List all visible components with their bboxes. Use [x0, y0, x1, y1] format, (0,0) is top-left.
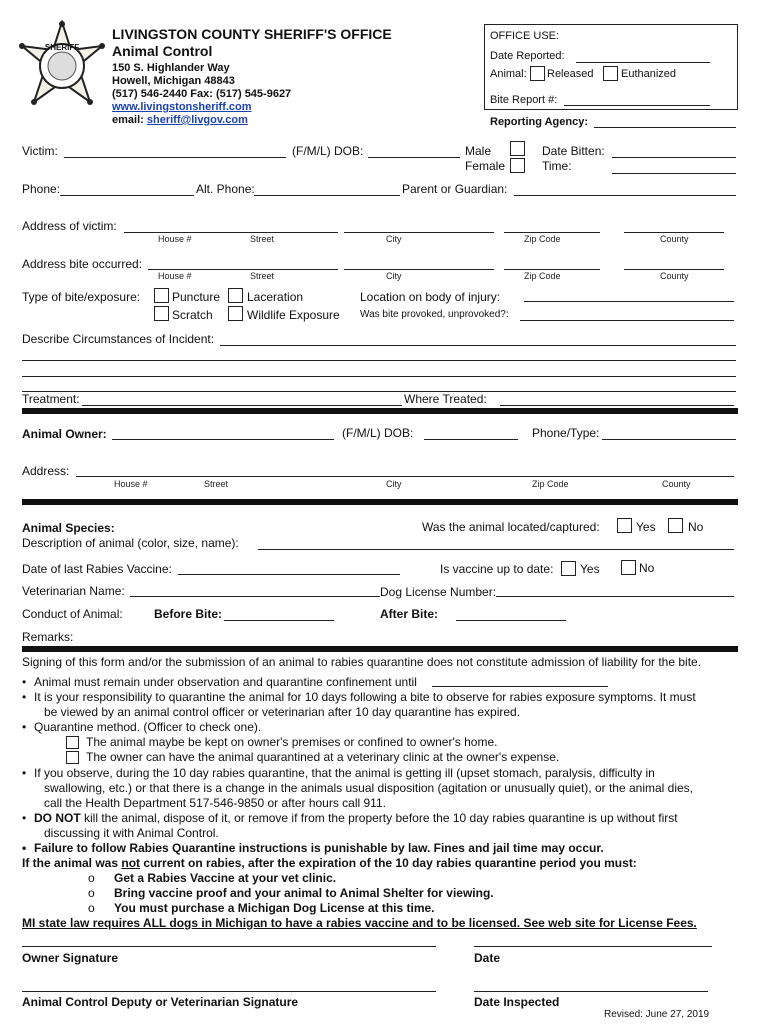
bite-street-field[interactable] — [148, 269, 338, 270]
owner-signature-label: Owner Signature — [22, 951, 119, 965]
vaccine-yes-checkbox[interactable] — [561, 561, 576, 576]
address-line-1: 150 S. Highlander Way — [112, 62, 230, 74]
description-field[interactable] — [258, 549, 734, 550]
owner-address-field[interactable] — [76, 476, 734, 477]
office-subtitle: Animal Control — [112, 43, 213, 59]
female-checkbox[interactable] — [510, 158, 525, 173]
victim-name-field[interactable] — [64, 157, 286, 158]
animal-owner-label: Animal Owner: — [22, 427, 107, 441]
bullet-do-not: • DO NOT kill the animal, dispose of it, or remove if from the property before the 10 day rabies quarantine is up without first — [22, 811, 678, 825]
euthanized-checkbox[interactable] — [603, 66, 618, 81]
located-no-checkbox[interactable] — [668, 518, 683, 533]
animal-species-label: Animal Species: — [22, 521, 115, 535]
male-checkbox[interactable] — [510, 141, 525, 156]
alt-phone-label: Alt. Phone: — [196, 182, 255, 196]
treatment-field[interactable] — [82, 405, 402, 406]
street-sublabel: Street — [250, 234, 275, 244]
owner-fml-dob-label: (F/M/L) DOB: — [342, 426, 414, 440]
phone-label: Phone: — [22, 182, 61, 196]
wildlife-label: Wildlife Exposure — [247, 308, 340, 322]
bite-zip-field[interactable] — [504, 269, 600, 270]
located-yes-label: Yes — [636, 520, 656, 534]
email-link[interactable]: sheriff@livgov.com — [146, 114, 248, 126]
bullet-responsibility: • It is your responsibility to quarantine the animal for 10 days following a bite to observe for rabies exposure symptoms. It must — [22, 690, 696, 704]
describe-line-4[interactable] — [22, 391, 736, 392]
victim-label: Victim: — [22, 144, 58, 158]
section-divider — [22, 646, 738, 652]
deputy-signature-field[interactable] — [22, 991, 436, 992]
zip-sublabel: Zip Code — [524, 271, 561, 281]
laceration-checkbox[interactable] — [228, 288, 243, 303]
zip-sublabel: Zip Code — [532, 479, 569, 489]
date-bitten-label: Date Bitten: — [542, 144, 605, 158]
victim-dob-field[interactable] — [368, 157, 460, 158]
date-reported-label: Date Reported: — [490, 50, 565, 62]
parent-guardian-field[interactable] — [514, 195, 736, 196]
bullet-quarantine-until: • Animal must remain under observation and quarantine confinement until — [22, 675, 417, 689]
where-treated-label: Where Treated: — [404, 392, 487, 406]
owner-name-field[interactable] — [112, 439, 334, 440]
last-vaccine-label: Date of last Rabies Vaccine: — [22, 562, 172, 576]
female-label: Female — [465, 159, 506, 173]
county-sublabel: County — [660, 271, 689, 281]
zip-sublabel: Zip Code — [524, 234, 561, 244]
bite-city-field[interactable] — [344, 269, 494, 270]
bite-type-label: Type of bite/exposure: — [22, 290, 141, 304]
vaccine-up-label: Is vaccine up to date: — [440, 562, 554, 576]
released-label: Released — [547, 68, 594, 80]
city-sublabel: City — [386, 234, 402, 244]
owner-signature-field[interactable] — [22, 946, 436, 947]
where-treated-field[interactable] — [500, 405, 734, 406]
describe-line-1[interactable] — [220, 345, 736, 346]
address-bite-label: Address bite occurred: — [22, 257, 143, 271]
vaccine-yes-label: Yes — [580, 562, 600, 576]
owner-dob-field[interactable] — [424, 439, 518, 440]
victim-county-field[interactable] — [624, 232, 724, 233]
bullet-illness-cont-1: swallowing, etc.) or that there is a change in the animals usual disposition (agitation or unusually quiet), or the animal dies, — [44, 781, 694, 795]
bullet-responsibility-cont: be viewed by an animal control officer or veterinarian after 10 day quarantine has expired. — [44, 705, 521, 719]
dog-license-field[interactable] — [496, 596, 734, 597]
quarantine-until-field[interactable] — [432, 686, 608, 687]
treatment-label: Treatment: — [22, 392, 80, 406]
phone-fax: (517) 546-2440 Fax: (517) 545-9627 — [112, 88, 292, 100]
bullet-quarantine-method: • Quarantine method. (Officer to check one). — [22, 720, 262, 734]
located-label: Was the animal located/captured: — [422, 520, 600, 534]
before-bite-label: Before Bite: — [154, 607, 223, 621]
victim-phone-field[interactable] — [60, 195, 194, 196]
dog-license-label: Dog License Number: — [380, 585, 497, 599]
victim-fml-dob-label: (F/M/L) DOB: — [292, 144, 364, 158]
email-row — [112, 114, 248, 126]
email-label: email: — [112, 114, 144, 126]
owner-address-label: Address: — [22, 464, 70, 478]
injury-location-field[interactable] — [524, 301, 734, 302]
liability-notice: Signing of this form and/or the submission of an animal to rabies quarantine does not constitute admission of liability for the bite. — [22, 655, 702, 669]
address-line-2: Howell, Michigan 48843 — [112, 75, 235, 87]
not-current-notice: If the animal was not current on rabies, after the expiration of the 10 day rabies quarantine period you must: — [22, 856, 637, 870]
describe-line-2[interactable] — [22, 360, 736, 361]
address-victim-label: Address of victim: — [22, 219, 117, 233]
bite-county-field[interactable] — [624, 269, 724, 270]
office-title: LIVINGSTON COUNTY SHERIFF'S OFFICE — [112, 26, 392, 42]
bullet-punishable: • Failure to follow Rabies Quarantine instructions is punishable by law. Fines and jail time may occur. — [22, 841, 604, 855]
time-label: Time: — [542, 159, 572, 173]
house-sublabel: House # — [158, 271, 192, 281]
option-vaccine: o Get a Rabies Vaccine at your vet clinic. — [88, 871, 337, 885]
bullet-illness: • If you observe, during the 10 day rabies quarantine, that the animal is getting ill (upset stomach, paralysis, difficulty in — [22, 766, 655, 780]
reporting-agency-label: Reporting Agency: — [490, 116, 588, 128]
describe-label: Describe Circumstances of Incident: — [22, 332, 215, 346]
office-use-title: OFFICE USE: — [490, 30, 560, 42]
revised-date: Revised: June 27, 2019 — [604, 1009, 710, 1020]
owner-date-field[interactable] — [474, 946, 712, 947]
bullet-illness-cont-2: call the Health Department 517-546-9850 or after hours call 911. — [44, 796, 386, 810]
county-sublabel: County — [662, 479, 691, 489]
quarantine-home-label: The animal maybe be kept on owner's premises or confined to owner's home. — [86, 735, 498, 749]
owner-phone-label: Phone/Type: — [532, 426, 600, 440]
description-label: Description of animal (color, size, name): — [22, 536, 239, 550]
quarantine-vet-checkbox[interactable] — [66, 751, 79, 764]
victim-zip-field[interactable] — [504, 232, 600, 233]
website-link[interactable]: www.livingstonsheriff.com — [112, 101, 252, 113]
date-inspected-field[interactable] — [474, 991, 708, 992]
svg-text:SHERIFF: SHERIFF — [44, 43, 80, 52]
injury-location-label: Location on body of injury: — [360, 290, 501, 304]
date-reported-field[interactable] — [576, 62, 710, 63]
after-bite-label: After Bite: — [380, 607, 439, 621]
provoked-label: Was bite provoked, unprovoked?: — [360, 309, 509, 320]
sheriff-badge-logo — [18, 20, 106, 108]
wildlife-checkbox[interactable] — [228, 306, 243, 321]
street-sublabel: Street — [204, 479, 229, 489]
vaccine-no-label: No — [639, 561, 655, 575]
victim-street-field[interactable] — [124, 232, 338, 233]
house-sublabel: House # — [158, 234, 192, 244]
puncture-label: Puncture — [172, 290, 221, 304]
last-vaccine-field[interactable] — [178, 574, 400, 575]
reporting-agency-field[interactable] — [594, 127, 736, 128]
remarks-label: Remarks: — [22, 630, 74, 644]
street-sublabel: Street — [250, 271, 275, 281]
victim-city-field[interactable] — [344, 232, 494, 233]
before-bite-field[interactable] — [224, 620, 334, 621]
quarantine-home-checkbox[interactable] — [66, 736, 79, 749]
bite-report-field[interactable] — [564, 105, 710, 106]
located-no-label: No — [688, 520, 704, 534]
scratch-checkbox[interactable] — [154, 306, 169, 321]
bullet-do-not-cont: discussing it with Animal Control. — [44, 826, 219, 840]
released-checkbox[interactable] — [530, 66, 545, 81]
conduct-label: Conduct of Animal: — [22, 607, 123, 621]
vet-name-label: Veterinarian Name: — [22, 584, 125, 598]
option-proof: o Bring vaccine proof and your animal to Animal Shelter for viewing. — [88, 886, 494, 900]
vet-name-field[interactable] — [130, 596, 380, 597]
quarantine-vet-label: The owner can have the animal quarantined at a veterinary clinic at the owner's expense. — [86, 750, 560, 764]
parent-guardian-label: Parent or Guardian: — [402, 182, 508, 196]
mi-state-law: MI state law requires ALL dogs in Michigan to have a rabies vaccine and to be licensed. See web site for License Fees. — [22, 916, 697, 930]
date-bitten-field[interactable] — [612, 157, 736, 158]
male-label: Male — [465, 144, 492, 158]
describe-line-3[interactable] — [22, 376, 736, 377]
provoked-field[interactable] — [520, 320, 734, 321]
vaccine-no-checkbox[interactable] — [621, 560, 636, 575]
laceration-label: Laceration — [247, 290, 304, 304]
office-animal-label: Animal: — [490, 68, 527, 80]
after-bite-field[interactable] — [456, 620, 566, 621]
alt-phone-field[interactable] — [254, 195, 400, 196]
date-label: Date — [474, 951, 501, 965]
date-inspected-label: Date Inspected — [474, 995, 560, 1009]
bite-report-label: Bite Report #: — [490, 94, 558, 106]
house-sublabel: House # — [114, 479, 148, 489]
puncture-checkbox[interactable] — [154, 288, 169, 303]
city-sublabel: City — [386, 271, 402, 281]
time-field[interactable] — [612, 173, 736, 174]
scratch-label: Scratch — [172, 308, 213, 322]
option-license: o You must purchase a Michigan Dog License at this time. — [88, 901, 435, 915]
county-sublabel: County — [660, 234, 689, 244]
located-yes-checkbox[interactable] — [617, 518, 632, 533]
city-sublabel: City — [386, 479, 402, 489]
euthanized-label: Euthanized — [621, 68, 677, 80]
owner-phone-field[interactable] — [602, 439, 736, 440]
section-divider — [22, 499, 738, 505]
deputy-signature-label: Animal Control Deputy or Veterinarian Signature — [22, 995, 299, 1009]
section-divider — [22, 408, 738, 414]
